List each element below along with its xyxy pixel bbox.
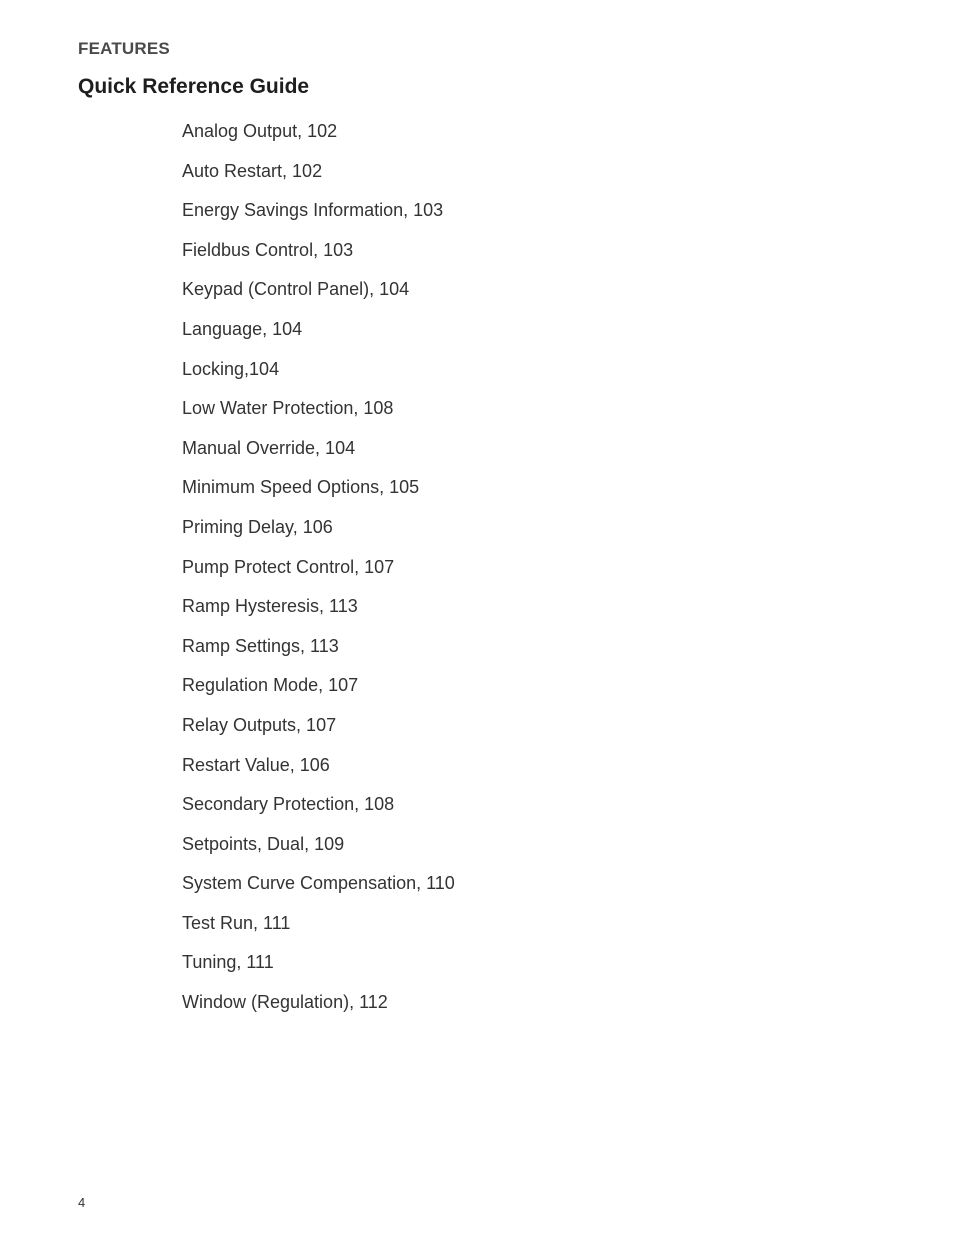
reference-list <box>182 119 455 1030</box>
list-item: Relay Outputs, 107 <box>182 714 337 735</box>
page-title: Quick Reference Guide <box>78 75 310 98</box>
list-item: Manual Override, 104 <box>182 437 356 458</box>
list-item: Locking,104 <box>182 358 280 379</box>
list-item: Auto Restart, 102 <box>182 160 323 181</box>
list-item: Analog Output, 102 <box>182 121 338 141</box>
list-item: Restart Value, 106 <box>182 754 330 775</box>
list-item: Tuning, 111 <box>182 952 274 973</box>
list-item: Low Water Protection, 108 <box>182 398 394 419</box>
list-item: Energy Savings Information, 103 <box>182 200 444 221</box>
section-label: FEATURES <box>78 39 170 58</box>
list-item: Setpoints, Dual, 109 <box>182 833 345 854</box>
list-item: Window (Regulation), 112 <box>182 992 388 1013</box>
list-item: Priming Delay, 106 <box>182 516 333 537</box>
list-item: Keypad (Control Panel), 104 <box>182 279 410 300</box>
list-item: Test Run, 111 <box>182 912 291 933</box>
list-item: Fieldbus Control, 103 <box>182 239 354 260</box>
list-item: Regulation Mode, 107 <box>182 675 359 696</box>
list-item: Ramp Settings, 113 <box>182 635 339 656</box>
page-number: 4 <box>78 1195 86 1210</box>
list-item: Secondary Protection, 108 <box>182 794 395 815</box>
list-item: Pump Protect Control, 107 <box>182 556 395 577</box>
list-item: System Curve Compensation, 110 <box>182 873 455 894</box>
list-item: Language, 104 <box>182 318 303 339</box>
list-item: Minimum Speed Options, 105 <box>182 477 420 498</box>
list-item: Ramp Hysteresis, 113 <box>182 596 358 617</box>
